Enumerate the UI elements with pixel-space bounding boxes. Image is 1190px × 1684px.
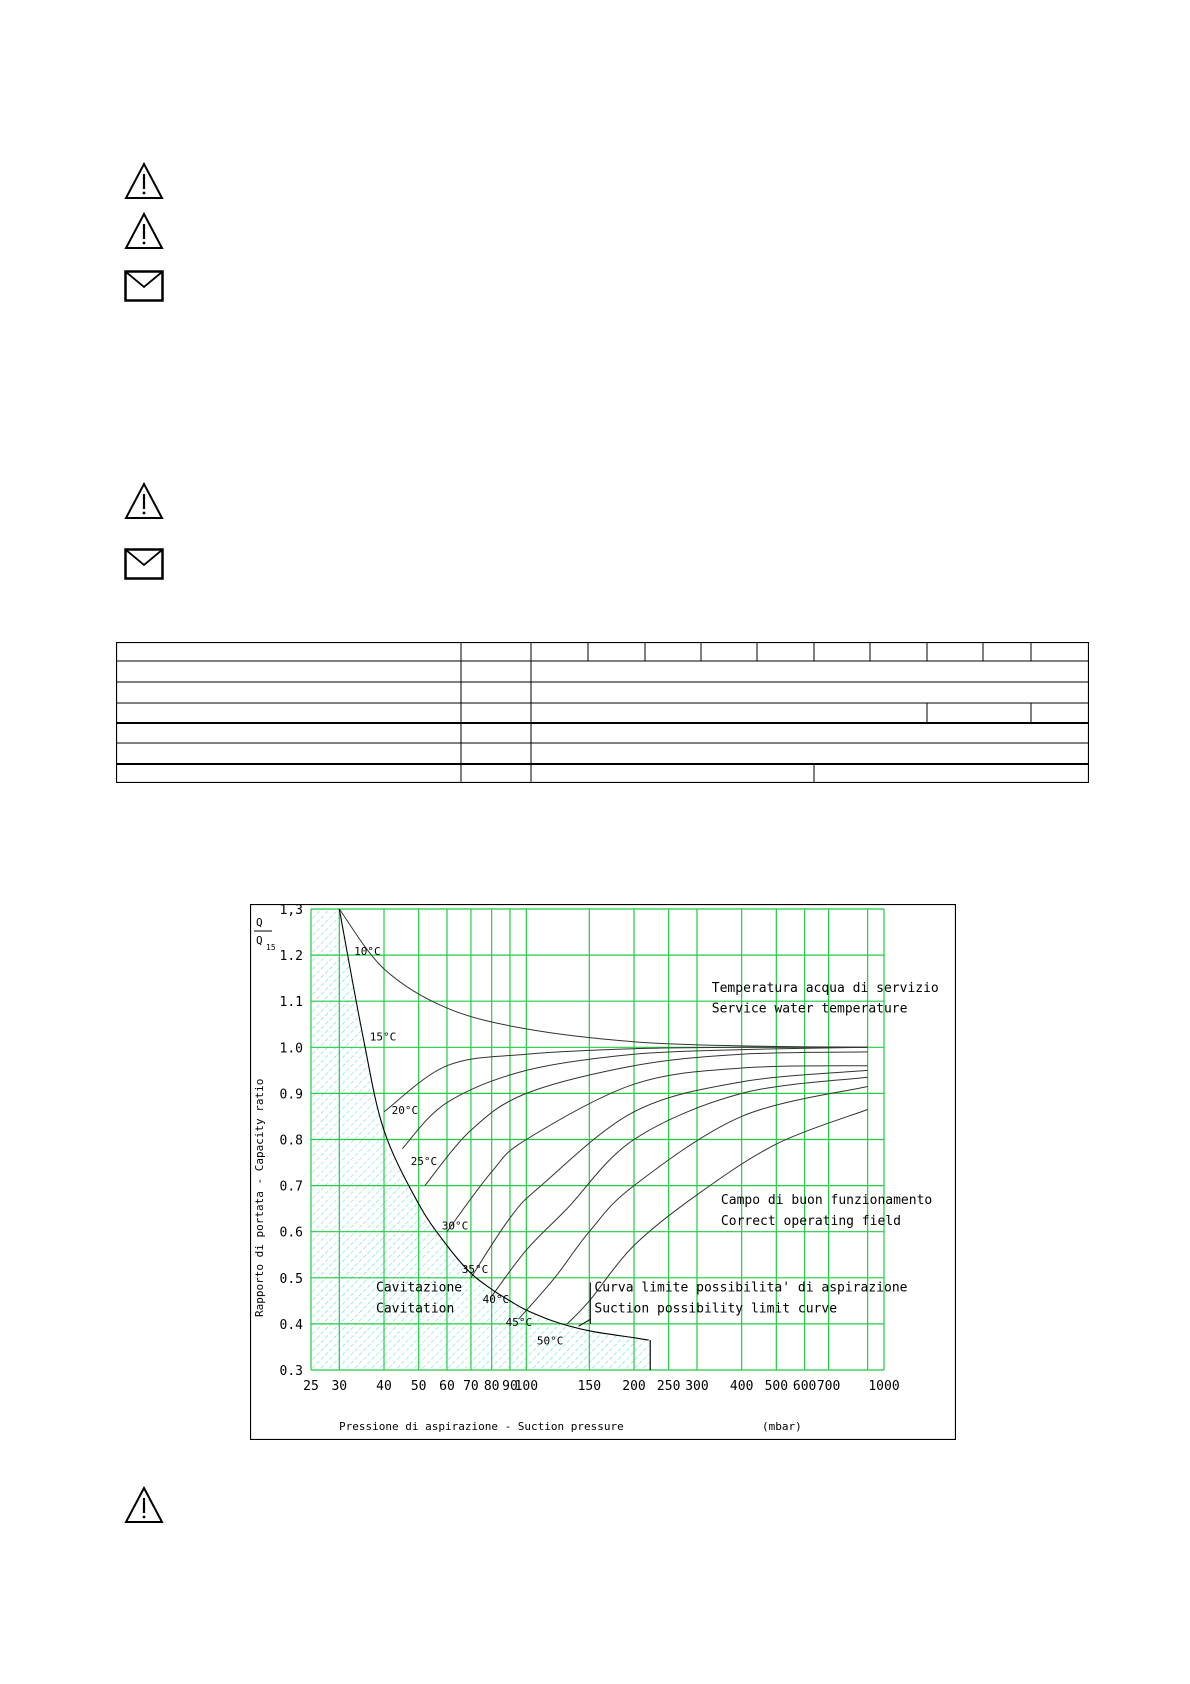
chart-annotation: Cavitazione [376,1280,463,1296]
series-label: 35°C [461,1263,489,1277]
y-tick-label: 1,3 [279,904,303,918]
warning-triangle-icon [124,1486,164,1526]
chart-annotation: Service water temperature [711,1001,908,1017]
x-tick-label: 30 [331,1379,348,1394]
x-tick-label: 500 [764,1379,789,1394]
warning-triangle-icon [124,212,164,252]
series-label: 10°C [354,945,381,959]
x-tick-label: 90 [502,1379,518,1394]
y-tick-label: 1.1 [279,995,303,1011]
x-tick-label: 600 [792,1379,817,1394]
envelope-icon [124,266,164,306]
warning-triangle-icon [124,482,164,522]
x-tick-label: 60 [439,1379,455,1394]
spec-table [116,642,1089,783]
y-ratio-den: Q [256,934,263,947]
y-ratio-sub: 15 [266,943,276,952]
x-tick-label: 150 [577,1379,602,1394]
chart-annotation: Curva limite possibilita' di aspirazione [594,1280,908,1296]
chart-annotation: Suction possibility limit curve [594,1301,838,1317]
x-axis-unit: (mbar) [762,1420,802,1433]
x-tick-label: 700 [816,1379,841,1394]
series-label: 15°C [369,1030,397,1044]
y-axis-label: Rapporto di portata - Capacity ratio [253,1078,266,1317]
x-tick-label: 50 [410,1379,427,1394]
x-tick-label: 300 [685,1379,709,1394]
y-tick-label: 0.4 [279,1317,303,1333]
y-tick-label: 0.8 [279,1133,303,1149]
y-tick-label: 1.2 [279,949,303,965]
series-label: 30°C [441,1219,469,1233]
x-tick-label: 200 [622,1379,646,1394]
x-tick-label: 25 [303,1379,319,1394]
chart-annotation: Temperatura acqua di servizio [711,980,939,996]
x-tick-label: 70 [463,1379,479,1394]
x-tick-label: 1000 [868,1379,900,1394]
y-tick-label: 0.5 [279,1271,303,1287]
series-label: 20°C [391,1104,419,1118]
x-tick-label: 40 [376,1379,392,1394]
envelope-icon [124,544,164,584]
y-tick-label: 0.6 [279,1225,303,1241]
x-axis-label: Pressione di aspirazione - Suction pressure [339,1420,624,1433]
y-ratio-num: Q [256,916,263,929]
series-label: 25°C [410,1154,438,1168]
warning-triangle-icon [124,162,164,202]
x-tick-label: 80 [483,1379,500,1394]
capacity-ratio-chart [250,904,956,1440]
series-label: 50°C [536,1334,564,1348]
y-tick-label: 0.9 [279,1087,303,1103]
chart-annotation: Correct operating field [720,1213,901,1229]
y-tick-label: 1.0 [279,1041,303,1057]
chart-annotation: Campo di buon funzionamento [720,1193,933,1209]
x-tick-label: 100 [514,1379,539,1394]
x-tick-label: 250 [656,1379,681,1394]
y-tick-label: 0.7 [279,1179,303,1195]
series-label: 40°C [482,1293,510,1307]
y-tick-label: 0.3 [279,1364,303,1379]
x-tick-label: 400 [729,1379,754,1394]
chart-annotation: Cavitation [376,1301,455,1317]
series-label: 45°C [505,1316,533,1330]
